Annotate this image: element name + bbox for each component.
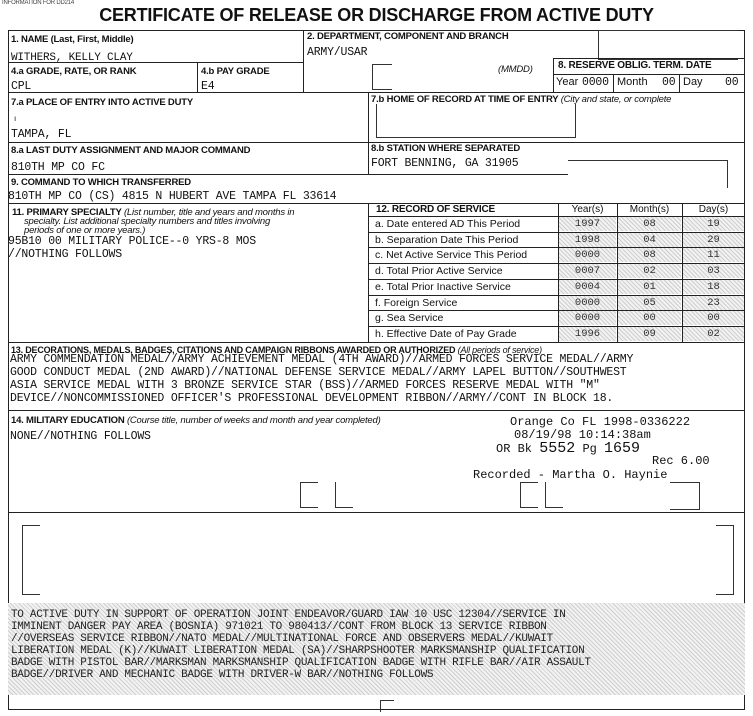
record-year-cell: 0000 xyxy=(559,248,616,262)
record-year-cell: 0004 xyxy=(559,280,616,294)
decorations-line-4: DEVICE//NONCOMMISSIONED OFFICER'S PROFESSIONAL DEVELOPMENT RIBBON//ARMY//CONT IN BLOCK 18. xyxy=(10,392,614,405)
record-col-month: Month(s) xyxy=(629,204,670,215)
reserve-year-value: 0000 xyxy=(582,76,609,89)
redaction-bracket xyxy=(568,160,728,188)
education-label: 14. MILITARY EDUCATION (Course title, number of weeks and month and year completed) xyxy=(11,415,381,426)
reserve-label: 8. RESERVE OBLIG. TERM. DATE xyxy=(558,60,712,71)
record-month-cell: 08 xyxy=(618,248,681,262)
record-day-cell: 29 xyxy=(683,233,744,247)
reserve-year-label: Year xyxy=(556,76,579,88)
redaction-bracket xyxy=(380,700,394,712)
decorations-line-1: ARMY COMMENDATION MEDAL//ARMY ACHIEVEMENT MEDAL (4TH AWARD)//ARMED FORCES SERVICE MEDAL//ARMY xyxy=(10,353,634,366)
redaction-bracket xyxy=(670,482,700,510)
record-row-label: a. Date entered AD This Period xyxy=(375,218,521,230)
command-label: 9. COMMAND TO WHICH TRANSFERRED xyxy=(11,177,191,188)
name-label: 1. NAME (Last, First, Middle) xyxy=(11,34,134,45)
decorations-line-3: ASIA SERVICE MEDAL WITH 3 BRONZE SERVICE STAR (BSS)//ARMED FORCES RESERVE MEDAL WITH "M" xyxy=(10,379,600,392)
paygrade-label: 4.b PAY GRADE xyxy=(201,66,270,77)
stamp-recorder: Recorded - Martha O. Haynie xyxy=(473,468,668,482)
entry-value: TAMPA, FL xyxy=(11,128,72,141)
specialty-value: 95B10 00 MILITARY POLICE--0 YRS-8 MOS xyxy=(8,235,256,248)
last-assign-value: 810TH MP CO FC xyxy=(11,161,105,174)
record-day-cell: 19 xyxy=(683,217,744,231)
record-row-label: d. Total Prior Active Service xyxy=(375,265,503,277)
stamp-fee: Rec 6.00 xyxy=(652,454,710,468)
record-year-cell: 1998 xyxy=(559,233,616,247)
record-day-cell: 18 xyxy=(683,280,744,294)
remarks-line-1: TO ACTIVE DUTY IN SUPPORT OF OPERATION JOINT ENDEAVOR/GUARD IAW 10 USC 12304//SERVICE IN xyxy=(11,609,566,621)
entry-mark: ı xyxy=(14,114,17,123)
record-year-cell: 1996 xyxy=(559,327,616,341)
specialty-value-2: //NOTHING FOLLOWS xyxy=(8,248,122,261)
redaction-bracket xyxy=(545,482,563,508)
reserve-day-label: Day xyxy=(683,76,703,88)
record-col-day: Day(s) xyxy=(698,204,729,215)
remarks-line-6: BADGE//DRIVER AND MECHANIC BADGE WITH DRIVER-W BAR//NOTHING FOLLOWS xyxy=(11,669,434,681)
remarks-line-4: LIBERATION MEDAL (K)//KUWAIT LIBERATION MEDAL (SA)//SHARPSHOOTER MARKSMANSHIP QUALIFICATION xyxy=(11,645,585,657)
remarks-line-2: IMMINENT DANGER PAY AREA (BOSNIA) 971021 TO 980413//CONT FROM BLOCK 13 SERVICE RIBBON xyxy=(11,621,547,633)
record-header: 12. RECORD OF SERVICE xyxy=(376,204,495,215)
record-month-cell: 04 xyxy=(618,233,681,247)
record-year-cell: 0000 xyxy=(559,296,616,310)
record-month-cell: 05 xyxy=(618,296,681,310)
record-row-label: h. Effective Date of Pay Grade xyxy=(375,328,517,340)
grade-value: CPL xyxy=(11,80,32,93)
record-year-cell: 1997 xyxy=(559,217,616,231)
redaction-bracket xyxy=(372,64,392,90)
record-row-label: b. Separation Date This Period xyxy=(375,234,519,246)
remarks-line-3: //OVERSEAS SERVICE RIBBON//NATO MEDAL//MULTINATIONAL FORCE AND OBSERVERS MEDAL//KUWAIT xyxy=(11,633,553,645)
reserve-month-label: Month xyxy=(617,76,648,88)
redaction-bracket xyxy=(335,482,353,508)
record-month-cell: 08 xyxy=(618,217,681,231)
record-row-label: c. Net Active Service This Period xyxy=(375,249,528,261)
remarks-line-5: BADGE WITH PISTOL BAR//MARKSMAN MARKSMANSHIP QUALIFICATION BADGE WITH RIFLE BAR//AIR ASSAULT xyxy=(11,657,591,669)
home-label: 7.b HOME OF RECORD AT TIME OF ENTRY (City and state, or complete xyxy=(371,94,672,105)
education-value: NONE//NOTHING FOLLOWS xyxy=(10,430,151,443)
entry-label: 7.a PLACE OF ENTRY INTO ACTIVE DUTY xyxy=(11,97,193,108)
command-value: 810TH MP CO (CS) 4815 N HUBERT AVE TAMPA FL 33614 xyxy=(8,190,337,203)
last-assign-label: 8.a LAST DUTY ASSIGNMENT AND MAJOR COMMAND xyxy=(11,145,251,156)
record-month-cell: 00 xyxy=(618,311,681,325)
name-value: WITHERS, KELLY CLAY xyxy=(11,52,133,64)
redaction-bracket xyxy=(376,104,576,138)
decorations-label: 13. DECORATIONS, MEDALS, BADGES, CITATIONS AND CAMPAIGN RIBBONS AWARDED OR AUTHORIZED (All periods of service) xyxy=(11,345,542,355)
decorations-line-2: GOOD CONDUCT MEDAL (2ND AWARD)//NATIONAL DEFENSE SERVICE MEDAL//ARMY LAPEL BUTTON//SOUTHWEST xyxy=(10,366,627,379)
record-col-year: Year(s) xyxy=(571,204,604,215)
record-day-cell: 11 xyxy=(683,248,744,262)
page-title: CERTIFICATE OF RELEASE OR DISCHARGE FROM ACTIVE DUTY xyxy=(99,5,654,25)
record-row-label: f. Foreign Service xyxy=(375,297,458,309)
redaction-bracket xyxy=(22,525,40,595)
paygrade-value: E4 xyxy=(201,80,215,93)
redaction-bracket xyxy=(716,525,734,595)
dept-value: ARMY/USAR xyxy=(307,46,368,59)
record-row-label: e. Total Prior Inactive Service xyxy=(375,281,511,293)
record-day-cell: 02 xyxy=(683,327,744,341)
specialty-label-3: periods of one or more years.) xyxy=(24,225,146,236)
record-month-cell: 09 xyxy=(618,327,681,341)
stamp-book: OR Bk 5552 Pg 1659 xyxy=(496,440,641,457)
record-month-cell: 02 xyxy=(618,264,681,278)
grade-label: 4.a GRADE, RATE, OR RANK xyxy=(11,66,137,77)
record-day-cell: 00 xyxy=(683,311,744,325)
specialty-label-2: specialty. List additional specialty numbers and titles involving xyxy=(24,216,271,227)
reserve-month-value: 00 xyxy=(662,76,676,89)
record-day-cell: 03 xyxy=(683,264,744,278)
record-year-cell: 0000 xyxy=(559,311,616,325)
dept-label: 2. DEPARTMENT, COMPONENT AND BRANCH xyxy=(307,31,509,42)
stamp-county: Orange Co FL 1998-0336222 xyxy=(510,415,691,429)
form-tag: INFORMATION FOR DD214 xyxy=(2,0,75,6)
redaction-bracket xyxy=(520,482,538,508)
redaction-bracket xyxy=(300,482,318,508)
record-row-label: g. Sea Service xyxy=(375,312,444,324)
record-day-cell: 23 xyxy=(683,296,744,310)
mmdd-label: (MMDD) xyxy=(498,64,533,75)
record-month-cell: 01 xyxy=(618,280,681,294)
specialty-label: 11. PRIMARY SPECIALTY (List number, title and years and months in xyxy=(12,207,295,218)
redaction-bracket xyxy=(598,30,738,60)
station-value: FORT BENNING, GA 31905 xyxy=(371,157,519,170)
stamp-datetime: 08/19/98 10:14:38am xyxy=(514,428,651,442)
record-year-cell: 0007 xyxy=(559,264,616,278)
station-label: 8.b STATION WHERE SEPARATED xyxy=(371,143,521,154)
reserve-day-value: 00 xyxy=(725,76,739,89)
